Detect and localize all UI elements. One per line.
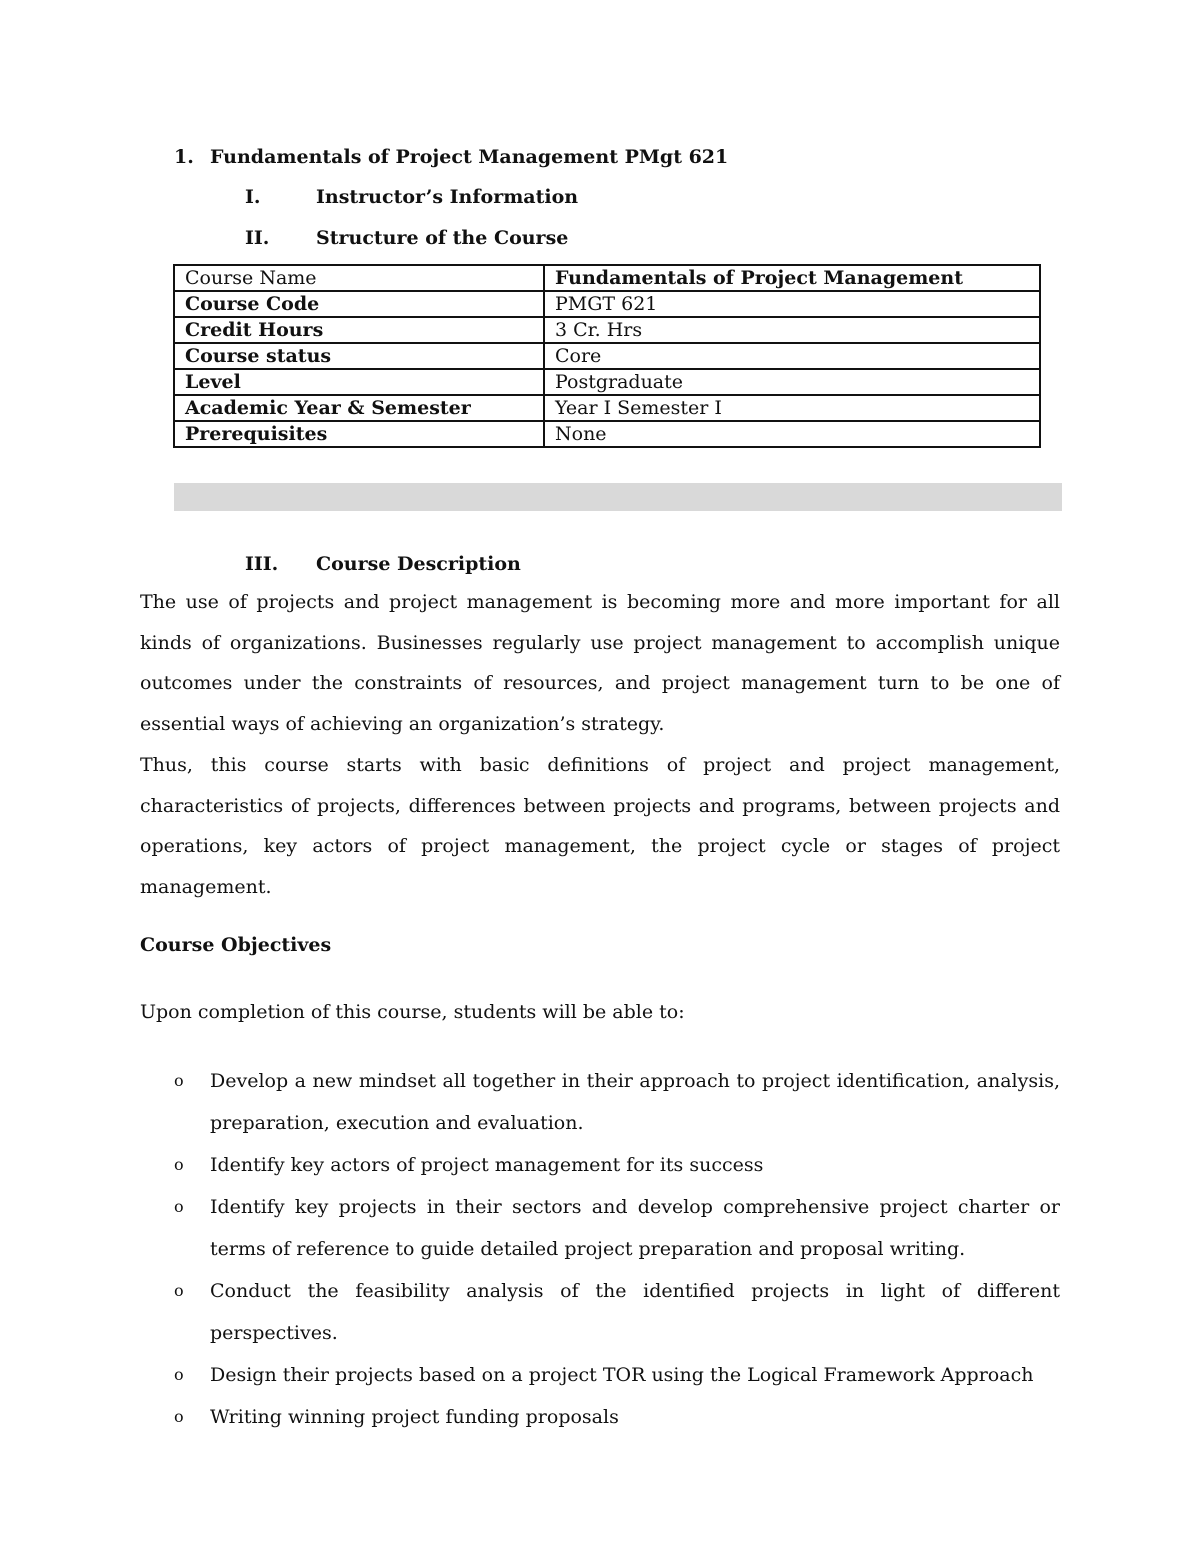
table-value-cell: 3 Cr. Hrs: [544, 317, 1040, 343]
table-row: [174, 395, 1040, 421]
table-row: [174, 291, 1040, 317]
heading-title: Fundamentals of Project Management PMgt 621: [210, 146, 729, 168]
table-value-cell: None: [544, 421, 1040, 447]
table-value-cell: Year I Semester I: [544, 395, 1040, 421]
table-value-cell: Fundamentals of Project Management: [544, 265, 1040, 291]
table-row: [174, 343, 1040, 369]
table-label-cell: Course Name: [174, 265, 544, 291]
objective-text: Identify key actors of project management for its success: [210, 1154, 764, 1176]
objective-text: Develop a new mindset all together in their approach to project identification, analysis, preparation, execution and evaluation.: [210, 1070, 1060, 1134]
table-value-cell: Core: [544, 343, 1040, 369]
table-row: [174, 265, 1040, 291]
description-paragraph-1: The use of projects and project management is becoming more and more important for all kinds of organizations. Businesses regularly use project management to accomplish unique outcomes under the constraints of resources, and project management turn to be one of essential ways of achieving an organization’s strategy.: [140, 591, 1060, 736]
objective-text: Design their projects based on a project TOR using the Logical Framework Approach: [210, 1364, 1034, 1386]
bullet-marker: o: [174, 1281, 184, 1300]
table-row: [174, 369, 1040, 395]
bullet-marker: o: [174, 1155, 184, 1174]
list-item: [140, 1354, 1060, 1396]
list-item: [140, 1060, 1060, 1144]
table-value-cell: Postgraduate: [544, 369, 1040, 395]
section-1-title: Instructor’s Information: [316, 186, 579, 208]
section-3-numeral: III.: [245, 553, 279, 575]
list-item: [140, 1186, 1060, 1270]
table-label-cell: Level: [174, 369, 544, 395]
objectives-list: [140, 1060, 1060, 1438]
list-item: [140, 1144, 1060, 1186]
bullet-marker: o: [174, 1365, 184, 1384]
section-2-title: Structure of the Course: [316, 227, 569, 249]
objectives-title: Course Objectives: [140, 934, 332, 956]
bullet-marker: o: [174, 1407, 184, 1426]
bullet-marker: o: [174, 1071, 184, 1090]
objective-text: Conduct the feasibility analysis of the identified projects in light of different perspectives.: [210, 1280, 1060, 1344]
section-2-numeral: II.: [245, 227, 270, 249]
bullet-marker: o: [174, 1197, 184, 1216]
course-structure-table: [173, 264, 1041, 448]
section-3-title: Course Description: [316, 553, 521, 575]
list-item: [140, 1270, 1060, 1354]
table-label-cell: Course Code: [174, 291, 544, 317]
list-item: [140, 1396, 1060, 1438]
table-label-cell: Prerequisites: [174, 421, 544, 447]
objective-text: Identify key projects in their sectors and develop comprehensive project charter or terms of reference to guide detailed project preparation and proposal writing.: [210, 1196, 1060, 1260]
objectives-intro: Upon completion of this course, students will be able to:: [140, 1001, 685, 1023]
table-row: [174, 317, 1040, 343]
shaded-separator: [174, 483, 1062, 511]
objective-text: Writing winning project funding proposals: [210, 1406, 619, 1428]
table-label-cell: Academic Year & Semester: [174, 395, 544, 421]
heading-number: 1.: [174, 146, 194, 168]
section-1-numeral: I.: [245, 186, 261, 208]
description-paragraph-2: Thus, this course starts with basic definitions of project and project management, characteristics of projects, differences between projects and programs, between projects and operations, key actors of project management, the project cycle or stages of project management.: [140, 754, 1060, 899]
table-row: [174, 421, 1040, 447]
table-label-cell: Course status: [174, 343, 544, 369]
table-value-cell: PMGT 621: [544, 291, 1040, 317]
table-label-cell: Credit Hours: [174, 317, 544, 343]
